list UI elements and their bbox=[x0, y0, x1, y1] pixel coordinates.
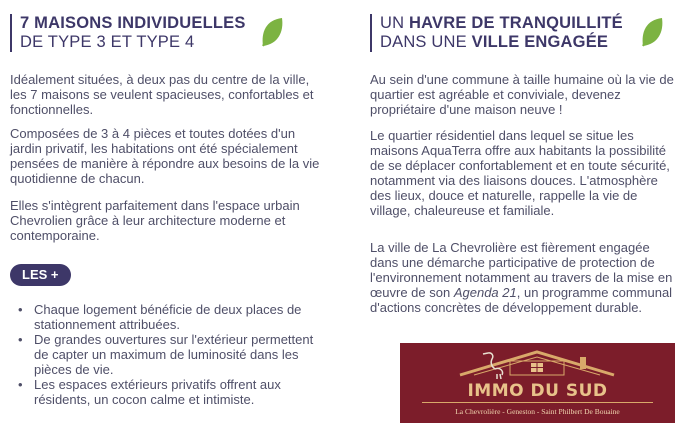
advantages-list bbox=[10, 302, 325, 407]
right-heading-line1-emphasis: HAVRE DE TRANQUILLITÉ bbox=[409, 14, 623, 32]
right-paragraph-3-end: , un programme communal d'actions concrètes de développement durable. bbox=[370, 285, 673, 315]
list-item bbox=[10, 377, 325, 407]
bullet-icon: • bbox=[18, 332, 23, 347]
left-paragraph-3: Elles s'intègrent parfaitement dans l'espace urbain Chevrolien grâce à leur architecture moderne et contemporaine. bbox=[10, 198, 300, 243]
logo-divider bbox=[422, 402, 653, 403]
left-heading-line1: 7 MAISONS INDIVIDUELLES bbox=[20, 14, 246, 32]
left-column bbox=[10, 0, 330, 407]
left-heading bbox=[10, 14, 330, 52]
agenda-21-text: Agenda 21 bbox=[453, 285, 517, 300]
left-paragraph-1: Idéalement situées, à deux pas du centre de la ville, les 7 maisons se veulent spacieuses, confortables et fonctionnelles. bbox=[10, 72, 314, 117]
bullet-icon: • bbox=[18, 377, 23, 392]
list-item-text: De grandes ouvertures sur l'extérieur permettent de capter un maximum de luminosité dans les pièces de vie. bbox=[34, 332, 314, 377]
list-item-text: Chaque logement bénéficie de deux places de stationnement attribuées. bbox=[34, 302, 302, 332]
right-heading-line1-prefix: UN bbox=[380, 14, 410, 32]
right-paragraph-3 bbox=[370, 240, 680, 315]
right-heading-line2-emphasis: VILLE ENGAGÉE bbox=[471, 33, 609, 51]
right-heading bbox=[370, 14, 690, 52]
right-paragraph-1: Au sein d'une commune à taille humaine où la vie de quartier est agréable et conviviale, devenez propriétaire d'une maison neuve ! bbox=[370, 72, 674, 117]
list-item-text: Les espaces extérieurs privatifs offrent aux résidents, un cocon calme et intimiste. bbox=[34, 377, 281, 407]
right-paragraph-3-text: La ville de La Chevrolière est fièrement engagée dans une démarche participative de protection de l'environnement notamment au travers de la mise en œuvre de son bbox=[370, 240, 673, 300]
logo-subtitle: La Chevrolière - Geneston - Saint Philbert De Bouaine bbox=[455, 407, 620, 416]
left-heading-line2: DE TYPE 3 ET TYPE 4 bbox=[20, 33, 195, 51]
list-item bbox=[10, 332, 325, 377]
right-column bbox=[370, 0, 690, 315]
right-paragraph-2: Le quartier résidentiel dans lequel se situe les maisons AquaTerra offre aux habitants la possibilité de se déplacer confortablement et en toute sécurité, notamment via des liaisons douces. L'atmosphère des lieux, douce et naturelle, rappelle la vie de village, chaleureuse et familiale. bbox=[370, 128, 670, 218]
immo-du-sud-logo bbox=[400, 343, 675, 423]
advantages-badge: LES + bbox=[10, 264, 71, 286]
leaf-icon bbox=[640, 16, 664, 48]
right-heading-line2-prefix: DANS UNE bbox=[380, 33, 472, 51]
list-item bbox=[10, 302, 325, 332]
left-paragraph-2: Composées de 3 à 4 pièces et toutes dotées d'un jardin privatif, les habitations ont été spécialement pensées de manière à répondre aux besoins de la vie quotidienne de chacun. bbox=[10, 126, 320, 186]
bullet-icon: • bbox=[18, 302, 23, 317]
leaf-icon bbox=[260, 16, 284, 48]
logo-title: IMMO DU SUD bbox=[467, 381, 608, 401]
